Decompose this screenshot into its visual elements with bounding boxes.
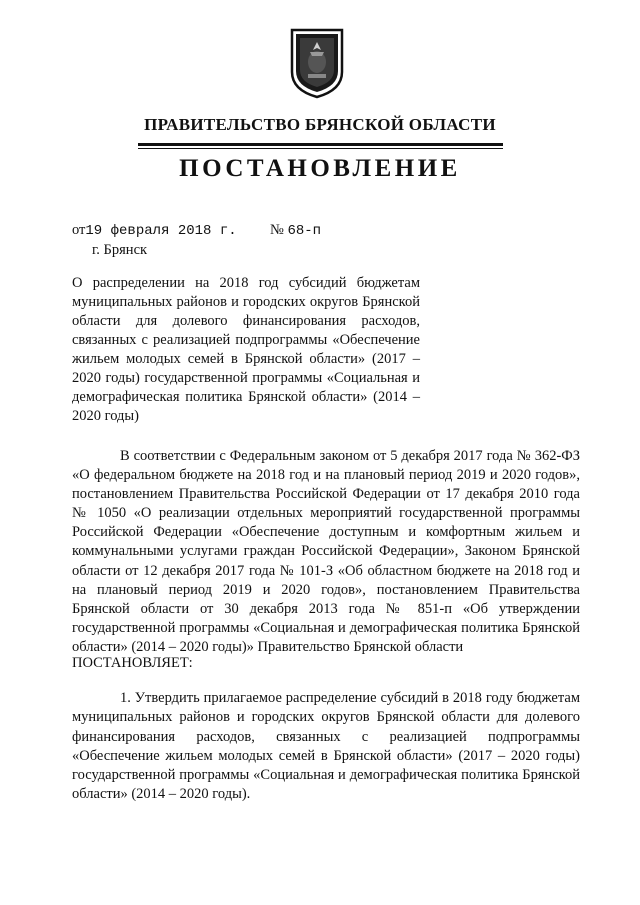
document-type: ПОСТАНОВЛЕНИЕ [179,155,461,182]
document-city: г. Брянск [92,242,148,258]
header-divider-thick [138,143,503,146]
document-date: 19 февраля 2018 г. [85,223,237,239]
document-number-line [270,222,321,239]
header-divider-thin [138,148,503,149]
number-sign: № [270,222,284,238]
coat-of-arms-icon [288,26,346,100]
document-date-line [72,222,237,239]
document-subject: О распределении на 2018 год субсидий бюджетам муниципальных районов и городских округов Брянской области для долевого финансирования расходов, связанных с реализацией подпрограммы «Обеспечение жильем молодых семей в Брянской области» (2017 – 2020 годы) государственной программы «Социальная и демографическая политика Брянской области» (2014 – 2020 годы) [72,275,420,424]
resolution-item-1: 1. Утвердить прилагаемое распределение субсидий в 2018 году бюджетам муниципальных районов и городских округов Брянской области для долевого финансирования расходов, связанных с реализацией подпрограммы «Обеспечение жильем молодых семей в Брянской области» (2017 – 2020 годы) государственной программы «Социальная и демографическая политика Брянской области» (2014 – 2020 годы). [72,690,580,803]
date-prefix: от [72,222,86,238]
preamble-paragraph: В соответствии с Федеральным законом от 5 декабря 2017 года № 362-ФЗ «О федеральном бюджете на 2018 год и на плановый период 2019 и 2020 годов», постановлением Правительства Российской Федерации от 17 декабря 2010 года № 1050 «О реализации отдельных мероприятий государственной программы Российской Федерации «Обеспечение доступным и комфортным жильем и коммунальными услугами граждан Российской Федерации», Законом Брянской области от 12 декабря 2017 года № 101-З «Об областном бюджете на 2018 год и на плановый период 2019 и 2020 годов», постановлением Правительства Брянской области от 30 декабря 2013 года № 851-п «Об утверждении государственной программы «Социальная и демографическая политика Брянской области» (2014 – 2020 годы)» Правительство Брянской области [72,448,580,655]
government-name: ПРАВИТЕЛЬСТВО БРЯНСКОЙ ОБЛАСТИ [144,115,496,134]
resolve-heading: ПОСТАНОВЛЯЕТ: [72,655,193,671]
document-number: 68-п [287,223,322,239]
